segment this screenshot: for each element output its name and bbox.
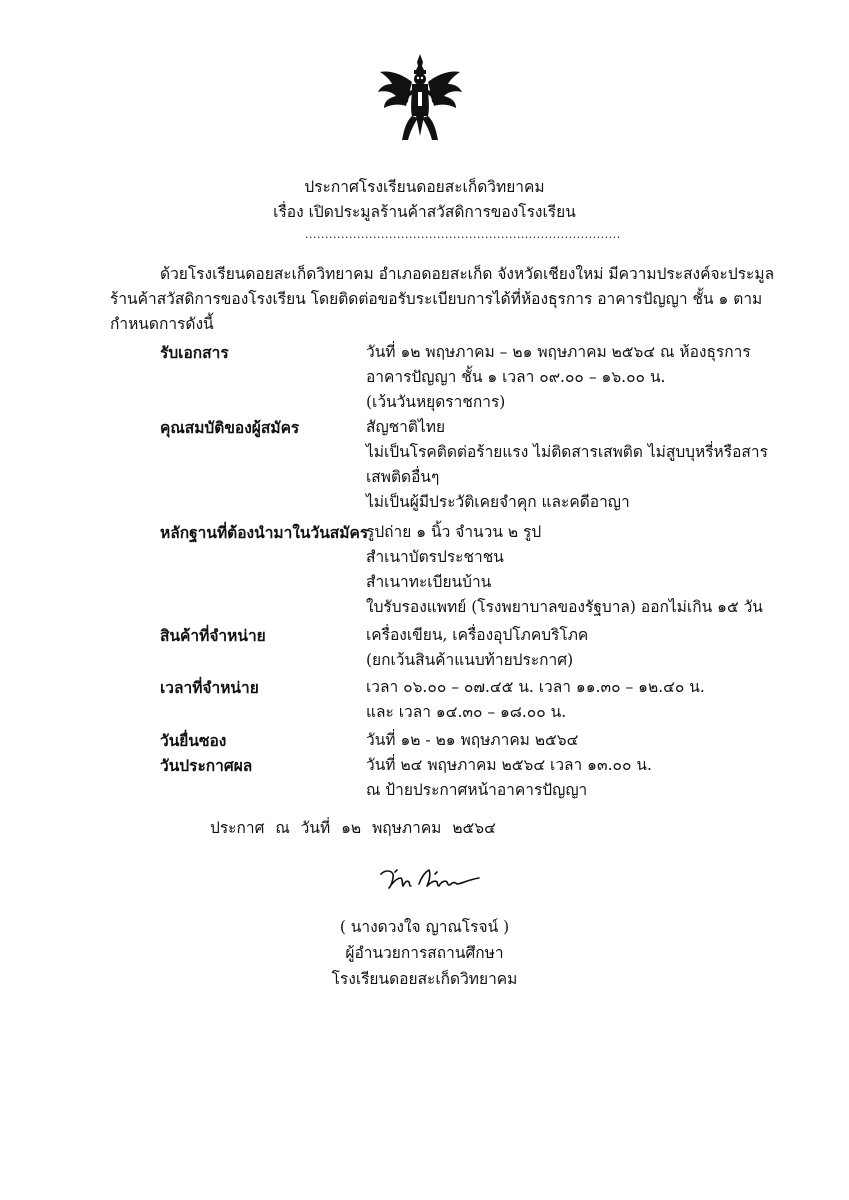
detail-label: หลักฐานที่ต้องนำมาในวันสมัคร xyxy=(160,523,369,542)
announcement-subject: เรื่อง เปิดประมูลร้านค้าสวัสดิการของโรงเรียน xyxy=(273,203,576,221)
detail-value: สำเนาบัตรประชาชน xyxy=(366,548,504,566)
detail-value: อาคารปัญญา ชั้น ๑ เวลา ๐๙.๐๐ – ๑๖.๐๐ น. xyxy=(366,368,666,386)
detail-value: ณ ป้ายประกาศหน้าอาคารปัญญา xyxy=(366,781,588,799)
intro-paragraph xyxy=(110,262,775,337)
detail-label: คุณสมบัติของผู้สมัคร xyxy=(160,418,300,437)
detail-label: วันยื่นซอง xyxy=(160,731,227,750)
detail-label: สินค้าที่จำหน่าย xyxy=(160,626,266,645)
detail-value: และ เวลา ๑๔.๓๐ – ๑๘.๐๐ น. xyxy=(366,703,567,721)
garuda-emblem-icon xyxy=(376,52,464,144)
signer-school: โรงเรียนดอยสะเก็ดวิทยาคม xyxy=(331,970,518,988)
detail-value: เสพติดอื่นๆ xyxy=(366,468,440,486)
signer-name: ( นางดวงใจ ญาณโรจน์ ) xyxy=(339,918,510,936)
detail-value: สำเนาทะเบียนบ้าน xyxy=(366,573,492,591)
announcement-title: ประกาศโรงเรียนดอยสะเก็ดวิทยาคม xyxy=(304,178,545,196)
detail-value: ใบรับรองแพทย์ (โรงพยาบาลของรัฐบาล) ออกไม่เกิน ๑๕ วัน xyxy=(366,598,763,616)
detail-label: เวลาที่จำหน่าย xyxy=(160,678,259,697)
detail-value: วันที่ ๑๒ พฤษภาคม – ๒๑ พฤษภาคม ๒๕๖๔ ณ ห้องธุรการ xyxy=(366,343,751,361)
handwritten-signature-icon xyxy=(375,862,485,896)
title-separator: ............................................................................... xyxy=(305,228,621,241)
detail-value: (ยกเว้นสินค้าแนบท้ายประกาศ) xyxy=(366,651,574,669)
detail-label: รับเอกสาร xyxy=(160,343,229,362)
detail-value: ไม่เป็นโรคติดต่อร้ายแรง ไม่ติดสารเสพติด ไม่สูบบุหรี่หรือสาร xyxy=(366,443,768,461)
detail-value: ไม่เป็นผู้มีประวัติเคยจำคุก และคดีอาญา xyxy=(366,493,630,511)
intro-line: ร้านค้าสวัสดิการของโรงเรียน โดยติดต่อขอรับระเบียบการได้ที่ห้องธุรการ อาคารปัญญา ชั้น ๑ ตาม xyxy=(110,290,763,308)
detail-value: วันที่ ๑๒ - ๒๑ พฤษภาคม ๒๕๖๔ xyxy=(366,731,579,749)
detail-value: วันที่ ๒๔ พฤษภาคม ๒๕๖๔ เวลา ๑๓.๐๐ น. xyxy=(366,756,652,774)
detail-label: วันประกาศผล xyxy=(160,756,253,775)
detail-value: (เว้นวันหยุดราชการ) xyxy=(366,393,506,411)
detail-value: เครื่องเขียน, เครื่องอุปโภคบริโภค xyxy=(366,626,589,644)
detail-value: เวลา ๐๖.๐๐ – ๐๗.๔๕ น. เวลา ๑๑.๓๐ – ๑๒.๔๐ น. xyxy=(366,678,705,696)
signer-position: ผู้อำนวยการสถานศึกษา xyxy=(345,944,504,962)
announcement-date: ประกาศ ณ วันที่ ๑๒ พฤษภาคม ๒๕๖๔ xyxy=(210,819,496,837)
detail-value: สัญชาติไทย xyxy=(366,418,446,436)
intro-line: กำหนดการดังนี้ xyxy=(110,315,214,333)
intro-line: ด้วยโรงเรียนดอยสะเก็ดวิทยาคม อำเภอดอยสะเก็ด จังหวัดเชียงใหม่ มีความประสงค์จะประมูล xyxy=(160,265,775,283)
detail-value: รูปถ่าย ๑ นิ้ว จำนวน ๒ รูป xyxy=(366,523,542,541)
